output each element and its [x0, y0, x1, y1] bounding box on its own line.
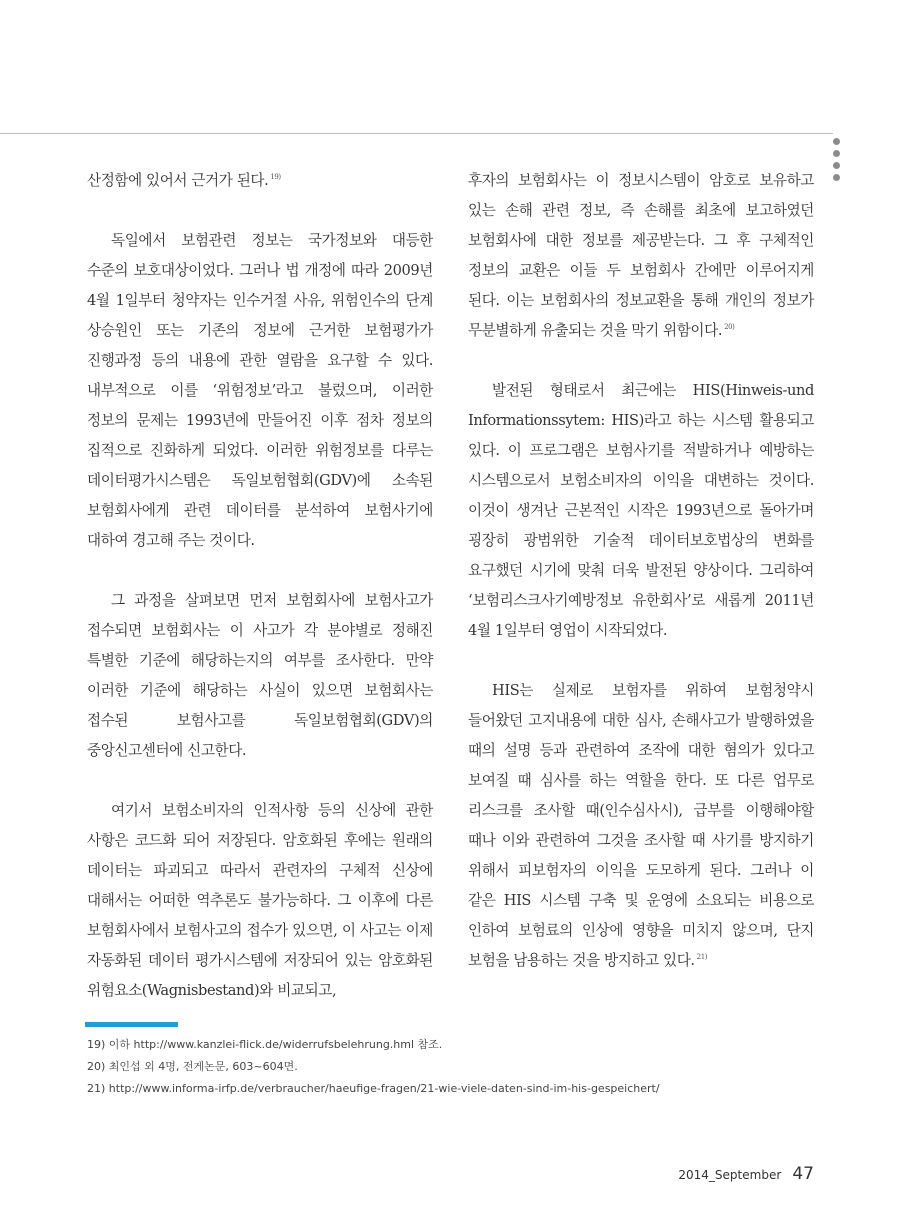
left-column [87, 166, 433, 1036]
right-paragraph-3 [468, 676, 814, 976]
left-paragraph-4: 여기서 보험소비자의 인적사항 등의 신상에 관한 사항은 코드화 되어 저장된다. 암호화된 후에는 원래의 데이터는 파괴되고 따라서 관련자의 구체적 신상에 대해서는 어떠한 역추론도 불가능하다. 그 이후에 다른 보험회사에서 보험사고의 접수가 있으면, 이 사고는 이제 자동화된 데이터 평가시스템에 저장되어 있는 암호화된 위험요소(Wagnisbestand)와 비교되고, [87, 802, 433, 999]
decorative-dots [830, 138, 842, 186]
page-footer [678, 1164, 814, 1184]
page-number: 47 [792, 1164, 814, 1184]
footnote-20: 20) 최인섭 외 4명, 전게논문, 603~604면. [87, 1060, 298, 1073]
footnote-19: 19) 이하 http://www.kanzlei-flick.de/widerrufsbelehrung.hml 참조. [87, 1038, 443, 1051]
dot-icon [833, 162, 840, 169]
dot-icon [833, 174, 840, 181]
footnote-divider [85, 1022, 178, 1027]
paragraph-text: 산정함에 있어서 근거가 된다. [87, 172, 269, 189]
left-paragraph-1 [87, 166, 433, 196]
paragraph-text: 후자의 보험회사는 이 정보시스템이 암호로 보유하고 있는 손해 관련 정보, 즉 손해를 최초에 보고하였던 보험회사에 대한 정보를 제공받는다. 그 후 구체적인 정보의 교환은 이들 두 보험회사 간에만 이루어지게 된다. 이는 보험회사의 정보교환을 통해 개인의 정보가 무분별하게 유출되는 것을 막기 위함이다. [468, 172, 814, 339]
footnote-ref-20[interactable]: 20) [724, 323, 735, 332]
right-paragraph-2: 발전된 형태로서 최근에는 HIS(Hinweis-und Informationssytem: HIS)라고 하는 시스템 활용되고 있다. 이 프로그램은 보험사기를 적발하거나 예방하는 시스템으로서 보험소비자의 이익을 대변하는 것이다. 이것이 생겨난 근본적인 시작은 1993년으로 돌아가며 굉장히 광범위한 기술적 데이터보호법상의 변화를 요구했던 시기에 맞춰 더욱 발전된 양상이다. 그리하여 ‘보험리스크사기예방정보 유한회사’로 새롭게 2011년 4월 1일부터 영업이 시작되었다. [468, 382, 814, 639]
left-paragraph-2: 독일에서 보험관련 정보는 국가정보와 대등한 수준의 보호대상이었다. 그러나 법 개정에 따라 2009년 4월 1일부터 청약자는 인수거절 사유, 위험인수의 단계 상승원인 또는 기존의 정보에 근거한 보험평가가 진행과정 등의 내용에 관한 열람을 요구할 수 있다. 내부적으로 이를 ‘위험정보’라고 불렀으며, 이러한 정보의 문제는 1993년에 만들어진 이후 점차 정보의 집적으로 진화하게 되었다. 이러한 위험정보를 다루는 데이터평가시스템은 독일보험협회(GDV)에 소속된 보험회사에게 관련 데이터를 분석하여 보험사기에 대하여 경고해 주는 것이다. [87, 232, 433, 549]
top-divider [0, 133, 833, 134]
left-paragraph-3: 그 과정을 살펴보면 먼저 보험회사에 보험사고가 접수되면 보험회사는 이 사고가 각 분야별로 정해진 특별한 기준에 해당하는지의 여부를 조사한다. 만약 이러한 기준에 해당하는 사실이 있으면 보험회사는 접수된 보험사고를 독일보험협회(GDV)의 중앙신고센터에 신고한다. [87, 592, 433, 759]
right-paragraph-1 [468, 166, 814, 346]
issue-date: 2014_September [678, 1168, 782, 1182]
footnote-ref-21[interactable]: 21) [696, 953, 708, 962]
paragraph-text: HIS는 실제로 보험자를 위하여 보험청약시 들어왔던 고지내용에 대한 심사, 손해사고가 발행하였을 때의 설명 등과 관련하여 조작에 대한 혐의가 있다고 보여질 때 심사를 하는 역할을 한다. 또 다른 업무로 리스크를 조사할 때(인수심사시), 급부를 이행해야할 때나 이와 관련하여 그것을 조사할 때 사기를 방지하기 위해서 피보험자의 이익을 도모하게 된다. 그러나 이 같은 HIS 시스템 구축 및 운영에 소요되는 비용으로 인하여 보험료의 인상에 영향을 미치지 않으며, 단지 보험을 남용하는 것을 방지하고 있다. [468, 682, 814, 969]
dot-icon [833, 138, 840, 145]
footnote-ref-19[interactable]: 19) [270, 173, 281, 182]
footnote-21: 21) http://www.informa-irfp.de/verbraucher/haeufige-fragen/21-wie-viele-daten-sind-im-his-gespeichert/ [87, 1082, 660, 1095]
right-column [468, 166, 814, 1006]
dot-icon [833, 150, 840, 157]
footnotes [87, 1034, 847, 1100]
